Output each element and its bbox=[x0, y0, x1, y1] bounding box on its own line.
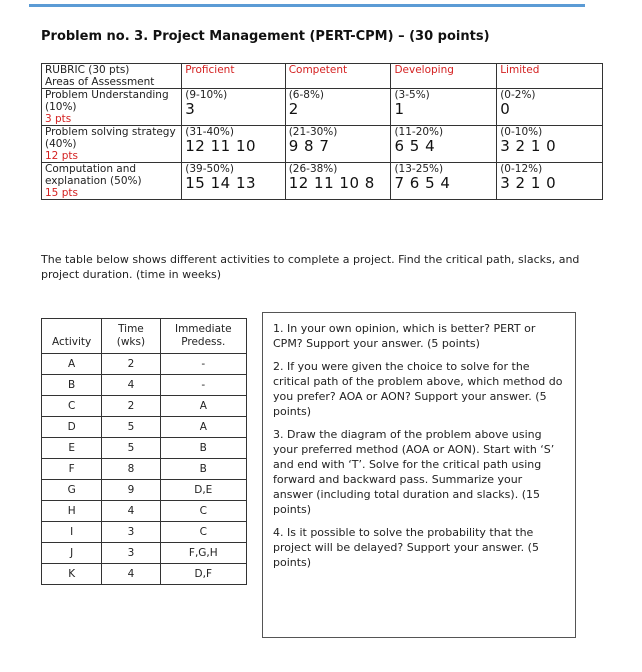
table-row bbox=[42, 501, 247, 522]
table-row bbox=[42, 480, 247, 501]
score-values: 3 2 1 0 bbox=[500, 174, 557, 192]
predecessor-cell: A bbox=[160, 417, 246, 438]
activity-cell: B bbox=[42, 375, 102, 396]
table-row bbox=[42, 459, 247, 480]
score-range: (9-10%) bbox=[185, 89, 228, 101]
time-cell: 4 bbox=[102, 564, 160, 585]
rubric-cell bbox=[285, 89, 391, 126]
predecessor-cell: F,G,H bbox=[160, 543, 246, 564]
table-row bbox=[42, 522, 247, 543]
table-row bbox=[42, 564, 247, 585]
question-1: 1. In your own opinion, which is better? PERT or CPM? Support your answer. (5 points) bbox=[273, 322, 536, 350]
predecessor-cell: B bbox=[160, 438, 246, 459]
rubric-area-points: 15 pts bbox=[45, 187, 78, 199]
table-row bbox=[42, 438, 247, 459]
activity-cell: G bbox=[42, 480, 102, 501]
score-values: 15 14 13 bbox=[185, 174, 257, 192]
activity-cell: H bbox=[42, 501, 102, 522]
score-range: (0-2%) bbox=[500, 89, 536, 101]
header-time-line2: (wks) bbox=[116, 336, 146, 348]
time-cell: 9 bbox=[102, 480, 160, 501]
rubric-areas-label: Areas of Assessment bbox=[45, 76, 155, 88]
score-range: (21-30%) bbox=[288, 126, 338, 138]
score-range: (26-38%) bbox=[288, 163, 338, 175]
rubric-cell bbox=[391, 126, 497, 163]
predecessor-cell: A bbox=[160, 396, 246, 417]
score-range: (0-12%) bbox=[500, 163, 543, 175]
questions-box bbox=[262, 312, 576, 638]
time-cell: 5 bbox=[102, 417, 160, 438]
activity-cell: E bbox=[42, 438, 102, 459]
time-cell: 4 bbox=[102, 375, 160, 396]
rubric-header-cell bbox=[42, 64, 182, 89]
problem-description: The table below shows different activities to complete a project. Find the critical path, slacks, and project duration. (time in weeks) bbox=[41, 253, 580, 281]
score-range: (6-8%) bbox=[288, 89, 325, 101]
score-range: (39-50%) bbox=[185, 163, 234, 175]
score-values: 7 6 5 4 bbox=[394, 174, 451, 192]
header-pred-line1: Immediate bbox=[174, 323, 232, 335]
rubric-area-label: Problem Understanding (10%) bbox=[45, 89, 169, 113]
rubric-area-points: 12 pts bbox=[45, 150, 78, 162]
header-time-line1: Time bbox=[118, 323, 144, 335]
time-cell: 8 bbox=[102, 459, 160, 480]
rubric-cell bbox=[497, 126, 603, 163]
rubric-area-cell bbox=[42, 89, 182, 126]
level-limited: Limited bbox=[497, 64, 603, 89]
score-values: 3 bbox=[185, 100, 196, 118]
header-time bbox=[102, 319, 160, 354]
time-cell: 3 bbox=[102, 543, 160, 564]
activity-cell: I bbox=[42, 522, 102, 543]
header-activity bbox=[42, 319, 102, 354]
score-values: 12 11 10 bbox=[185, 137, 257, 155]
rubric-cell bbox=[285, 126, 391, 163]
time-cell: 3 bbox=[102, 522, 160, 543]
question-3: 3. Draw the diagram of the problem above using your preferred method (AOA or AON). Start with ‘S’ and end with ‘T’. Solve for the critical path using forward and backward pass. Summarize your answer (including total duration and slacks). (15 points) bbox=[273, 428, 555, 516]
rubric-area-points: 3 pts bbox=[45, 113, 72, 125]
question-2: 2. If you were given the choice to solve for the critical path of the problem above, which method do you prefer? AOA or AON? Support your answer. (5 points) bbox=[273, 360, 563, 418]
score-range: (3-5%) bbox=[394, 89, 430, 101]
rubric-cell bbox=[182, 89, 285, 126]
activity-header-row bbox=[42, 319, 247, 354]
activity-table bbox=[41, 318, 247, 585]
score-range: (31-40%) bbox=[185, 126, 234, 138]
table-row bbox=[42, 543, 247, 564]
predecessor-cell: C bbox=[160, 522, 246, 543]
rubric-cell bbox=[182, 126, 285, 163]
rubric-area-label: Problem solving strategy (40%) bbox=[45, 126, 176, 150]
score-values: 3 2 1 0 bbox=[500, 137, 557, 155]
score-values: 12 11 10 8 bbox=[288, 174, 375, 192]
activity-cell: J bbox=[42, 543, 102, 564]
level-competent: Competent bbox=[285, 64, 391, 89]
score-range: (11-20%) bbox=[394, 126, 444, 138]
predecessor-cell: B bbox=[160, 459, 246, 480]
header-activity-label: Activity bbox=[52, 336, 92, 348]
activity-cell: D bbox=[42, 417, 102, 438]
score-values: 0 bbox=[500, 100, 511, 118]
score-values: 6 5 4 bbox=[394, 137, 436, 155]
rubric-table bbox=[41, 63, 603, 200]
rubric-title: RUBRIC (30 pts) bbox=[45, 64, 130, 76]
question-4: 4. Is it possible to solve the probability that the project will be delayed? Support your answer. (5 points) bbox=[273, 526, 539, 569]
rubric-area-label: Computation and explanation (50%) bbox=[45, 163, 142, 187]
score-values: 2 bbox=[288, 100, 299, 118]
score-values: 9 8 7 bbox=[288, 137, 330, 155]
score-range: (0-10%) bbox=[500, 126, 543, 138]
rubric-row-understanding bbox=[42, 89, 603, 126]
rubric-row-computation bbox=[42, 163, 603, 200]
predecessor-cell: - bbox=[160, 354, 246, 375]
activity-cell: A bbox=[42, 354, 102, 375]
table-row bbox=[42, 354, 247, 375]
activity-cell: K bbox=[42, 564, 102, 585]
score-range: (13-25%) bbox=[394, 163, 444, 175]
level-developing: Developing bbox=[391, 64, 497, 89]
header-predecessor bbox=[160, 319, 246, 354]
time-cell: 5 bbox=[102, 438, 160, 459]
time-cell: 2 bbox=[102, 396, 160, 417]
rubric-row-strategy bbox=[42, 126, 603, 163]
time-cell: 2 bbox=[102, 354, 160, 375]
rubric-header-row bbox=[42, 64, 603, 89]
rubric-cell bbox=[182, 163, 285, 200]
predecessor-cell: C bbox=[160, 501, 246, 522]
predecessor-cell: - bbox=[160, 375, 246, 396]
score-values: 1 bbox=[394, 100, 405, 118]
table-row bbox=[42, 396, 247, 417]
time-cell: 4 bbox=[102, 501, 160, 522]
rubric-cell bbox=[497, 163, 603, 200]
table-row bbox=[42, 417, 247, 438]
predecessor-cell: D,E bbox=[160, 480, 246, 501]
rubric-cell bbox=[285, 163, 391, 200]
rubric-cell bbox=[391, 163, 497, 200]
table-row bbox=[42, 375, 247, 396]
predecessor-cell: D,F bbox=[160, 564, 246, 585]
top-rule bbox=[29, 4, 585, 7]
activity-cell: C bbox=[42, 396, 102, 417]
problem-heading: Problem no. 3. Project Management (PERT-CPM) – (30 points) bbox=[41, 29, 490, 44]
rubric-cell bbox=[391, 89, 497, 126]
rubric-cell bbox=[497, 89, 603, 126]
header-pred-line2: Predess. bbox=[181, 336, 226, 348]
activity-cell: F bbox=[42, 459, 102, 480]
rubric-area-cell bbox=[42, 163, 182, 200]
rubric-area-cell bbox=[42, 126, 182, 163]
level-proficient: Proficient bbox=[182, 64, 285, 89]
